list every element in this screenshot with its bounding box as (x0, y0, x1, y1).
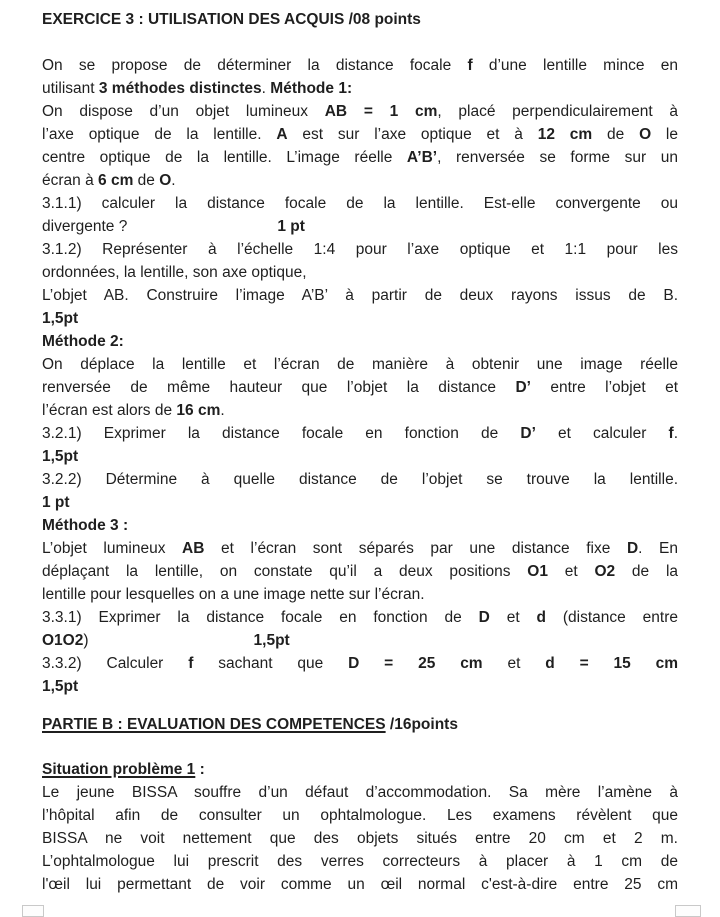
text-segment: 1,5pt (42, 678, 79, 695)
text-segment: entre l’objet et (530, 379, 678, 396)
text-segment: 1,5pt (42, 448, 79, 465)
methode2-line (42, 353, 678, 376)
text-segment: D (478, 609, 490, 626)
text-segment: 3 méthodes distinctes (98, 80, 262, 97)
text-segment: D’ (515, 379, 531, 396)
methode2-heading (42, 330, 678, 353)
methode3-line (42, 583, 678, 606)
points-label (42, 307, 678, 330)
text-segment: 12 cm (537, 126, 593, 143)
points-label (42, 675, 678, 698)
situation-line (42, 873, 678, 896)
points-label (42, 491, 678, 514)
text-segment: 3.2.1) Exprimer la distance focale en fonction de (42, 425, 521, 442)
blank-line (42, 736, 678, 758)
text-segment: lentille pour lesquelles on a une image nette sur l’écran. (42, 586, 425, 603)
methode1-line (42, 169, 678, 192)
text-segment: f (467, 57, 473, 74)
question-3-2-1 (42, 422, 678, 445)
question-3-3-2 (42, 652, 678, 675)
question-3-1-1 (42, 192, 678, 215)
question-3-2-2 (42, 468, 678, 491)
blank-line (42, 31, 678, 54)
text-segment: A (276, 126, 288, 143)
text-segment: 3.2.2) Détermine à quelle distance de l’objet se trouve la lentille. (42, 471, 678, 488)
text-segment: , placé perpendiculairement à (437, 103, 678, 120)
methode1-line (42, 146, 678, 169)
text-segment: Le jeune BISSA souffre d’un défaut d’accommodation. Sa mère l’amène à (42, 784, 678, 801)
text-segment: Méthode 2: (42, 333, 124, 350)
text-segment: . (171, 172, 176, 189)
question-3-1-2 (42, 238, 678, 261)
text-segment: d = 15 cm (545, 655, 678, 672)
text-segment: déplaçant la lentille, on constate qu’il a deux positions (42, 563, 528, 580)
situation-line (42, 827, 678, 850)
methode3-heading (42, 514, 678, 537)
text-segment: 6 cm (98, 172, 134, 189)
methode2-line (42, 399, 678, 422)
text-segment: O (159, 172, 172, 189)
text-segment: . (261, 80, 271, 97)
cutoff-table-corner-right (675, 905, 701, 917)
situation-line (42, 804, 678, 827)
text-segment: et (482, 655, 546, 672)
methode2-line (42, 376, 678, 399)
part-b-heading (42, 713, 678, 736)
text-segment: O1 (527, 563, 548, 580)
text-segment: et (547, 563, 595, 580)
text-segment: ) (83, 632, 89, 649)
text-segment: . En (638, 540, 679, 557)
text-segment: de (592, 126, 640, 143)
text-segment: L’objet lumineux (42, 540, 183, 557)
text-segment: AB (182, 540, 205, 557)
exercise-title (42, 8, 678, 31)
text-segment: PARTIE B : EVALUATION DES COMPETENCES (42, 716, 386, 733)
text-segment: On dispose d’un objet lumineux (42, 103, 325, 120)
text-segment: de (133, 172, 160, 189)
text-segment: de la (615, 563, 679, 580)
text-segment: L’ophtalmologue lui prescrit des verres correcteurs à placer à 1 cm de (42, 853, 678, 870)
situation-probleme-heading (42, 758, 678, 781)
question-3-3-1 (42, 629, 678, 652)
text-segment: O1O2 (42, 632, 84, 649)
methode3-line (42, 537, 678, 560)
text-segment: sachant que (193, 655, 349, 672)
text-segment: D (626, 540, 639, 557)
text-segment: 1,5pt (42, 310, 79, 327)
text-segment: 1,5pt (253, 632, 290, 649)
text-segment: renversée de même hauteur que l’objet la distance (42, 379, 516, 396)
text-segment: , renversée se forme sur un (437, 149, 678, 166)
text-segment: : (195, 761, 205, 778)
blank-line (42, 698, 678, 713)
text-segment: EXERCICE 3 : UTILISATION DES ACQUIS /08 points (42, 11, 421, 28)
cutoff-table-corner-left (22, 905, 44, 917)
text-segment: . (673, 425, 678, 442)
question-3-1-2 (42, 261, 678, 284)
text-segment: O (639, 126, 652, 143)
text-segment: Méthode 1: (270, 80, 353, 97)
question-3-3-1 (42, 606, 678, 629)
text-segment: ordonnées, la lentille, son axe optique, (42, 264, 307, 281)
text-segment: et (489, 609, 537, 626)
points-label (42, 445, 678, 468)
text-segment: Méthode 3 : (42, 517, 129, 534)
intro-line (42, 77, 678, 100)
methode1-line (42, 123, 678, 146)
text-segment: 3.1.2) Représenter à l’échelle 1:4 pour l’axe optique et 1:1 pour les (42, 241, 678, 258)
text-segment: On se propose de déterminer la distance focale (42, 57, 468, 74)
situation-line (42, 781, 678, 804)
text-segment: f (668, 425, 674, 442)
text-segment: f (188, 655, 194, 672)
text-segment: 3.1.1) calculer la distance focale de la lentille. Est-elle convergente ou (42, 195, 678, 212)
text-segment: D = 25 cm (348, 655, 483, 672)
text-segment: O2 (594, 563, 616, 580)
text-segment: AB = 1 cm (324, 103, 438, 120)
text-segment: d (536, 609, 546, 626)
situation-line (42, 850, 678, 873)
text-segment: 1 pt (42, 494, 70, 511)
text-segment: . (220, 402, 225, 419)
text-segment: BISSA ne voit nettement que des objets situés entre 20 cm et 2 m. (42, 830, 678, 847)
text-segment: 3.3.2) Calculer (42, 655, 189, 672)
text-segment: et calculer (535, 425, 669, 442)
text-segment: l’hôpital afin de consulter un ophtalmologue. Les examens révèlent que (42, 807, 678, 824)
tab-spacer (127, 230, 277, 231)
text-segment: (distance entre (546, 609, 678, 626)
text-segment: utilisant (42, 80, 99, 97)
text-segment: 16 cm (176, 402, 221, 419)
text-segment: 1 pt (277, 218, 305, 235)
text-segment: 3.3.1) Exprimer la distance focale en fonction de (42, 609, 479, 626)
text-segment: l’écran est alors de (42, 402, 177, 419)
text-segment: écran à (42, 172, 99, 189)
question-3-1-1 (42, 215, 678, 238)
text-segment: D’ (520, 425, 536, 442)
text-segment: centre optique de la lentille. L’image réelle (42, 149, 407, 166)
text-segment: A’B’ (406, 149, 438, 166)
text-segment: est sur l’axe optique et à (287, 126, 538, 143)
text-segment: On déplace la lentille et l’écran de manière à obtenir une image réelle (42, 356, 678, 373)
text-segment: L’objet AB. Construire l’image A’B’ à partir de deux rayons issus de B. (42, 287, 678, 304)
text-segment: l’axe optique de la lentille. (42, 126, 277, 143)
intro-line (42, 54, 678, 77)
methode1-line (42, 100, 678, 123)
text-segment: Situation problème 1 (42, 761, 196, 778)
text-segment: et l’écran sont séparés par une distance fixe (204, 540, 627, 557)
question-3-1-2 (42, 284, 678, 307)
tab-spacer (89, 644, 254, 645)
text-segment: le (651, 126, 679, 143)
methode3-line (42, 560, 678, 583)
text-segment: d’une lentille mince en (472, 57, 679, 74)
text-segment: divergente ? (42, 218, 128, 235)
text-segment: l'œil lui permettant de voir comme un œil normal c'est-à-dire entre 25 cm (42, 876, 678, 893)
text-segment: /16points (385, 716, 458, 733)
